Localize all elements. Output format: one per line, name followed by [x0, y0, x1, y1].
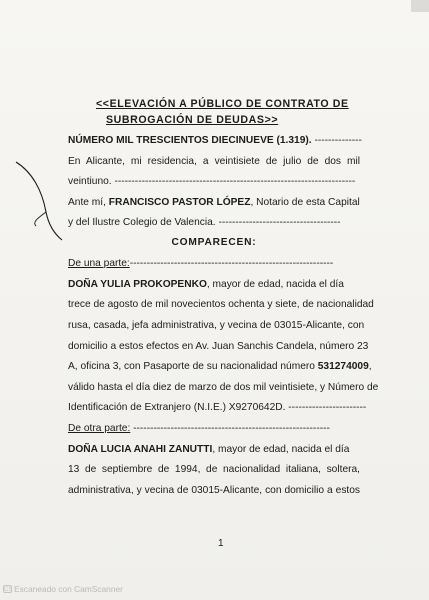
party-name-lucia: DOÑA LUCIA ANAHI ZANUTTI — [68, 444, 213, 455]
yulia-line-7: Identificación de Extranjero (N.I.E.) X9270642D. ----------------------- — [68, 402, 367, 413]
yulia-line-2: trece de agosto de mil novecientos ochenta y siete, de nacionalidad — [68, 299, 374, 310]
notary-name: FRANCISCO PASTOR LÓPEZ — [108, 197, 251, 208]
deed-number: NÚMERO MIL TRESCIENTOS DIECINUEVE (1.319). — [68, 135, 312, 146]
year-line: veintiuno. ----------------------------------------------------------------------- — [68, 176, 356, 187]
lucia-line-3: administrativa, y vecina de 03015-Alicante, con domicilio a estos — [68, 485, 360, 496]
scanner-watermark: Escaneado con CamScanner — [14, 584, 123, 594]
scan-corner-shadow — [411, 0, 429, 12]
second-party-dashes: ---------------------------------------------------------- — [130, 423, 330, 434]
place-date-line: En Alicante, mi residencia, a veintisiete de julio de dos mil — [68, 156, 360, 167]
deed-number-dashes: -------------- — [311, 135, 362, 146]
deed-number-line — [68, 134, 360, 147]
camscanner-logo-icon: CS — [4, 587, 13, 593]
deed-title-line-2: SUBROGACIÓN DE DEUDAS>> — [106, 114, 279, 126]
passport-number: 531274009 — [317, 361, 369, 372]
passport-intro: A, oficina 3, con Pasaporte de su nacionalidad número — [68, 361, 318, 372]
page-number: 1 — [218, 538, 224, 549]
lucia-line-2: 13 de septiembre de 1994, de nacionalidad italiana, soltera, — [68, 464, 360, 475]
section-heading-comparecen: COMPARECEN: — [171, 237, 257, 248]
deed-title-line-1: <<ELEVACIÓN A PÚBLICO DE CONTRATO DE — [96, 98, 349, 110]
yulia-line-3: rusa, casada, jefa administrativa, y vecina de 03015-Alicante, con — [68, 320, 365, 331]
yulia-intro-rest: , mayor de edad, nacida el día — [206, 279, 344, 290]
lucia-intro-rest: , mayor de edad, nacida el día — [212, 444, 350, 455]
passport-comma: , — [368, 361, 372, 372]
lucia-line-1 — [68, 443, 360, 456]
yulia-line-4: domicilio a estos efectos en Av. Juan Sanchis Candela, número 23 — [68, 341, 369, 352]
yulia-line-1 — [68, 278, 360, 291]
yulia-line-6: válido hasta el día diez de marzo de dos mil veintisiete, y Número de — [68, 382, 379, 393]
party-name-yulia: DOÑA YULIA PROKOPENKO — [68, 279, 207, 290]
notary-intro: Ante mí, — [68, 197, 109, 208]
yulia-line-5 — [68, 360, 372, 373]
first-party-label: De una parte: — [68, 258, 130, 269]
notary-title: , Notario de esta Capital — [250, 197, 360, 208]
first-party-dashes: ------------------------------------------------------------ — [129, 258, 334, 269]
notary-college-line: y del Ilustre Colegio de Valencia. ------------------------------------ — [68, 217, 341, 228]
second-party-label: De otra parte: — [68, 423, 131, 434]
notary-line — [68, 196, 360, 209]
second-party-heading — [68, 422, 360, 435]
first-party-heading — [68, 257, 360, 270]
